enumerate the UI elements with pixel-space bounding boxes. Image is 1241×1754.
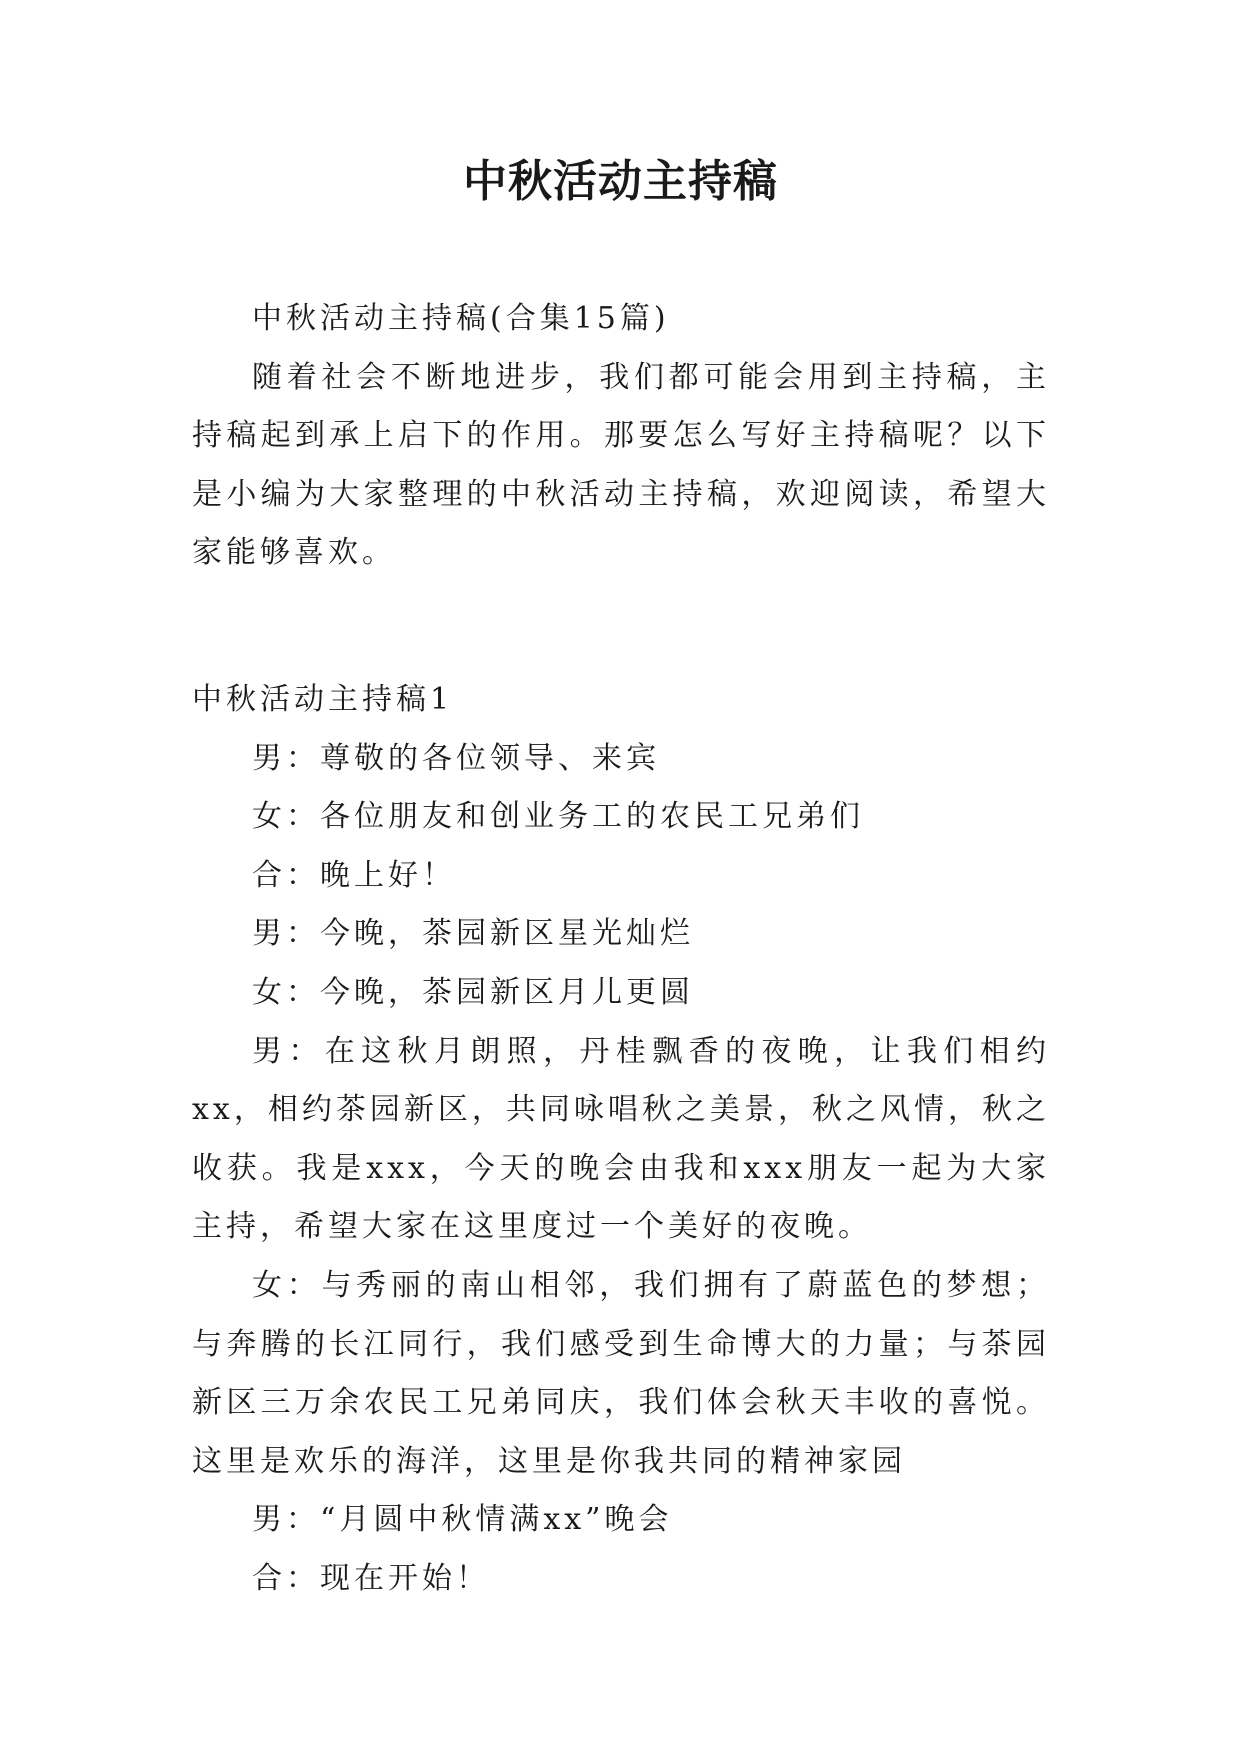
script-line: 合：现在开始！: [252, 1560, 490, 1596]
section-heading: 中秋活动主持稿1: [192, 681, 454, 717]
collection-subtitle: 中秋活动主持稿(合集15篇): [252, 301, 670, 336]
script-line: 男：今晚，茶园新区星光灿烂: [252, 916, 694, 952]
script-line: 男：“月圆中秋情满xx”晚会: [252, 1502, 673, 1538]
intro-paragraph: 随着社会不断地进步，我们都可能会用到主持稿，主持稿起到承上启下的作用。那要怎么写好主持稿呢？以下是小编为大家整理的中秋活动主持稿，欢迎阅读，希望大家能够喜欢。: [192, 359, 1050, 571]
script-line: 男：在这秋月朗照，丹桂飘香的夜晚，让我们相约xx，相约茶园新区，共同咏唱秋之美景，秋之风情，秋之收获。我是xxx，今天的晚会由我和xxx朋友一起为大家主持，希望大家在这里度过一个美好的夜晚。: [192, 1033, 1050, 1245]
script-line: 女：各位朋友和创业务工的农民工兄弟们: [252, 799, 864, 835]
script-line: 合：晚上好！: [252, 857, 456, 893]
section-gap: [192, 583, 1050, 671]
script-line: 女：今晚，茶园新区月儿更圆: [252, 974, 694, 1010]
document-body: [192, 290, 1050, 1608]
script-line: 女：与秀丽的南山相邻，我们拥有了蔚蓝色的梦想；与奔腾的长江同行，我们感受到生命博大的力量；与茶园新区三万余农民工兄弟同庆，我们体会秋天丰收的喜悦。这里是欢乐的海洋，这里是你我共同的精神家园: [192, 1267, 1050, 1479]
document-title: 中秋活动主持稿: [463, 156, 778, 207]
script-line: 男：尊敬的各位领导、来宾: [252, 740, 660, 776]
